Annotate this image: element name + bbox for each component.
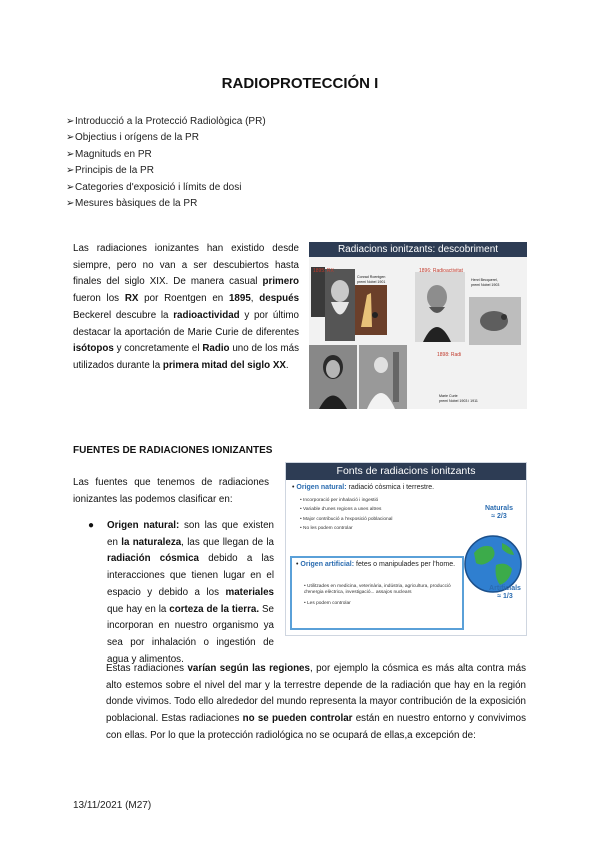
toc-item: ➢Magnituds en PR (66, 147, 266, 163)
label-radium: 1898: Radi (437, 352, 462, 358)
sources-slide-image (285, 462, 527, 636)
caption-roentgen: Conrad Roentgen premi Nobel 1901 (357, 275, 386, 284)
artificial-origin-heading: • Origen artificial: fetes o manipulades per l'home. (296, 561, 456, 568)
toc-item: ➢Principis de la PR (66, 163, 266, 179)
discovery-slide-image (309, 242, 527, 409)
bullet-text: Origen natural: son las que existen en la naturaleza, las que llegan de la radiación cósmica debido a las interacciones que tienen lugar en el espacio y debido a los materiales que hay en la corteza de la tierra. Se incorporan en nuestro organismo ya sea por inhalación o ingestión de agua y alimentos. (107, 520, 274, 665)
arrow-bullet-icon: ➢ (66, 165, 75, 177)
footer-date: 13/11/2021 (M27) (73, 800, 152, 811)
natural-origin-list: • Incorporació per inhalació i ingestió • Variable d'unes regions a unes altres • Major contribució a l'exposició poblacional • No les podem controlar (300, 498, 393, 532)
bullet-dot-icon: ● (88, 520, 95, 531)
label-rx: 1895: RX (313, 268, 334, 274)
section-heading: FUENTES DE RADIACIONES IONIZANTES (73, 445, 273, 456)
caption-curie: Marie Curie premi Nobel 1903 i 1911 (439, 394, 478, 403)
regions-paragraph: Estas radiaciones varían según las regiones, por ejemplo la cósmica es más alta contra más alto estemos sobre el nivel del mar y la terrestre depende de la radiación que hay en la región donde vivimos. Todo ello alrededor del mundo representa la mayor contribución de la exposición poblacional. Estas radiaciones no se pueden controlar están en nuestro entorno y convivimos con ellas. Por lo que la protección radiológica no se ocupará de ellas,a excepción de: (106, 663, 527, 741)
arrow-bullet-icon: ➢ (66, 132, 75, 144)
caption-becquerel: Henri Becquerel, premi Nobel 1903 (471, 278, 500, 287)
arrow-bullet-icon: ➢ (66, 116, 75, 127)
slide-title: Fonts de radiacions ionitzants (286, 463, 526, 480)
slide-title: Radiacions ionitzants: descobriment (309, 242, 527, 257)
sources-paragraph: Las fuentes que tenemos de radiaciones ionizantes las podemos clasificar en: (73, 477, 269, 505)
page-title: RADIOPROTECCIÓN I (221, 75, 379, 92)
arrow-bullet-icon: ➢ (66, 181, 75, 193)
natural-origin-heading: • Origen natural: radiació còsmica i terrestre. (292, 484, 435, 491)
artificial-origin-list: • Utilitzades en medicina, veterinària, indústria, agricultura, producció d'energia elèctrica, investigació... assajos nuclears • Les podem controlar (304, 584, 451, 606)
table-of-contents (66, 114, 266, 212)
arrow-bullet-icon: ➢ (66, 148, 75, 160)
toc-item: ➢Mesures bàsiques de la PR (66, 196, 266, 212)
artificials-share: Artificials ≈ 1/3 (489, 585, 521, 600)
label-radioactivity: 1896: Radioactivitat (419, 268, 463, 274)
toc-item: ➢Introducció a la Protecció Radiològica (PR) (66, 114, 266, 130)
toc-item: ➢Categories d'exposició i límits de dosi (66, 180, 266, 196)
arrow-bullet-icon: ➢ (66, 198, 75, 210)
bullet-natural-origin (89, 518, 274, 668)
naturals-share: Naturals ≈ 2/3 (484, 505, 513, 520)
toc-item: ➢Objectius i orígens de la PR (66, 130, 266, 146)
intro-paragraph: Las radiaciones ionizantes han existido desde siempre, pero no van a ser descubiertos hasta finales del siglo XIX. De manera casual primero fueron los RX por Roentgen en 1895, después Beckerel descubre la radioactividad y por último destacar la aportación de Marie Curie de diferentes isótopos y concretamente el Radio uno de los más utilizados durante la primera mitad del siglo XX. (73, 243, 300, 371)
